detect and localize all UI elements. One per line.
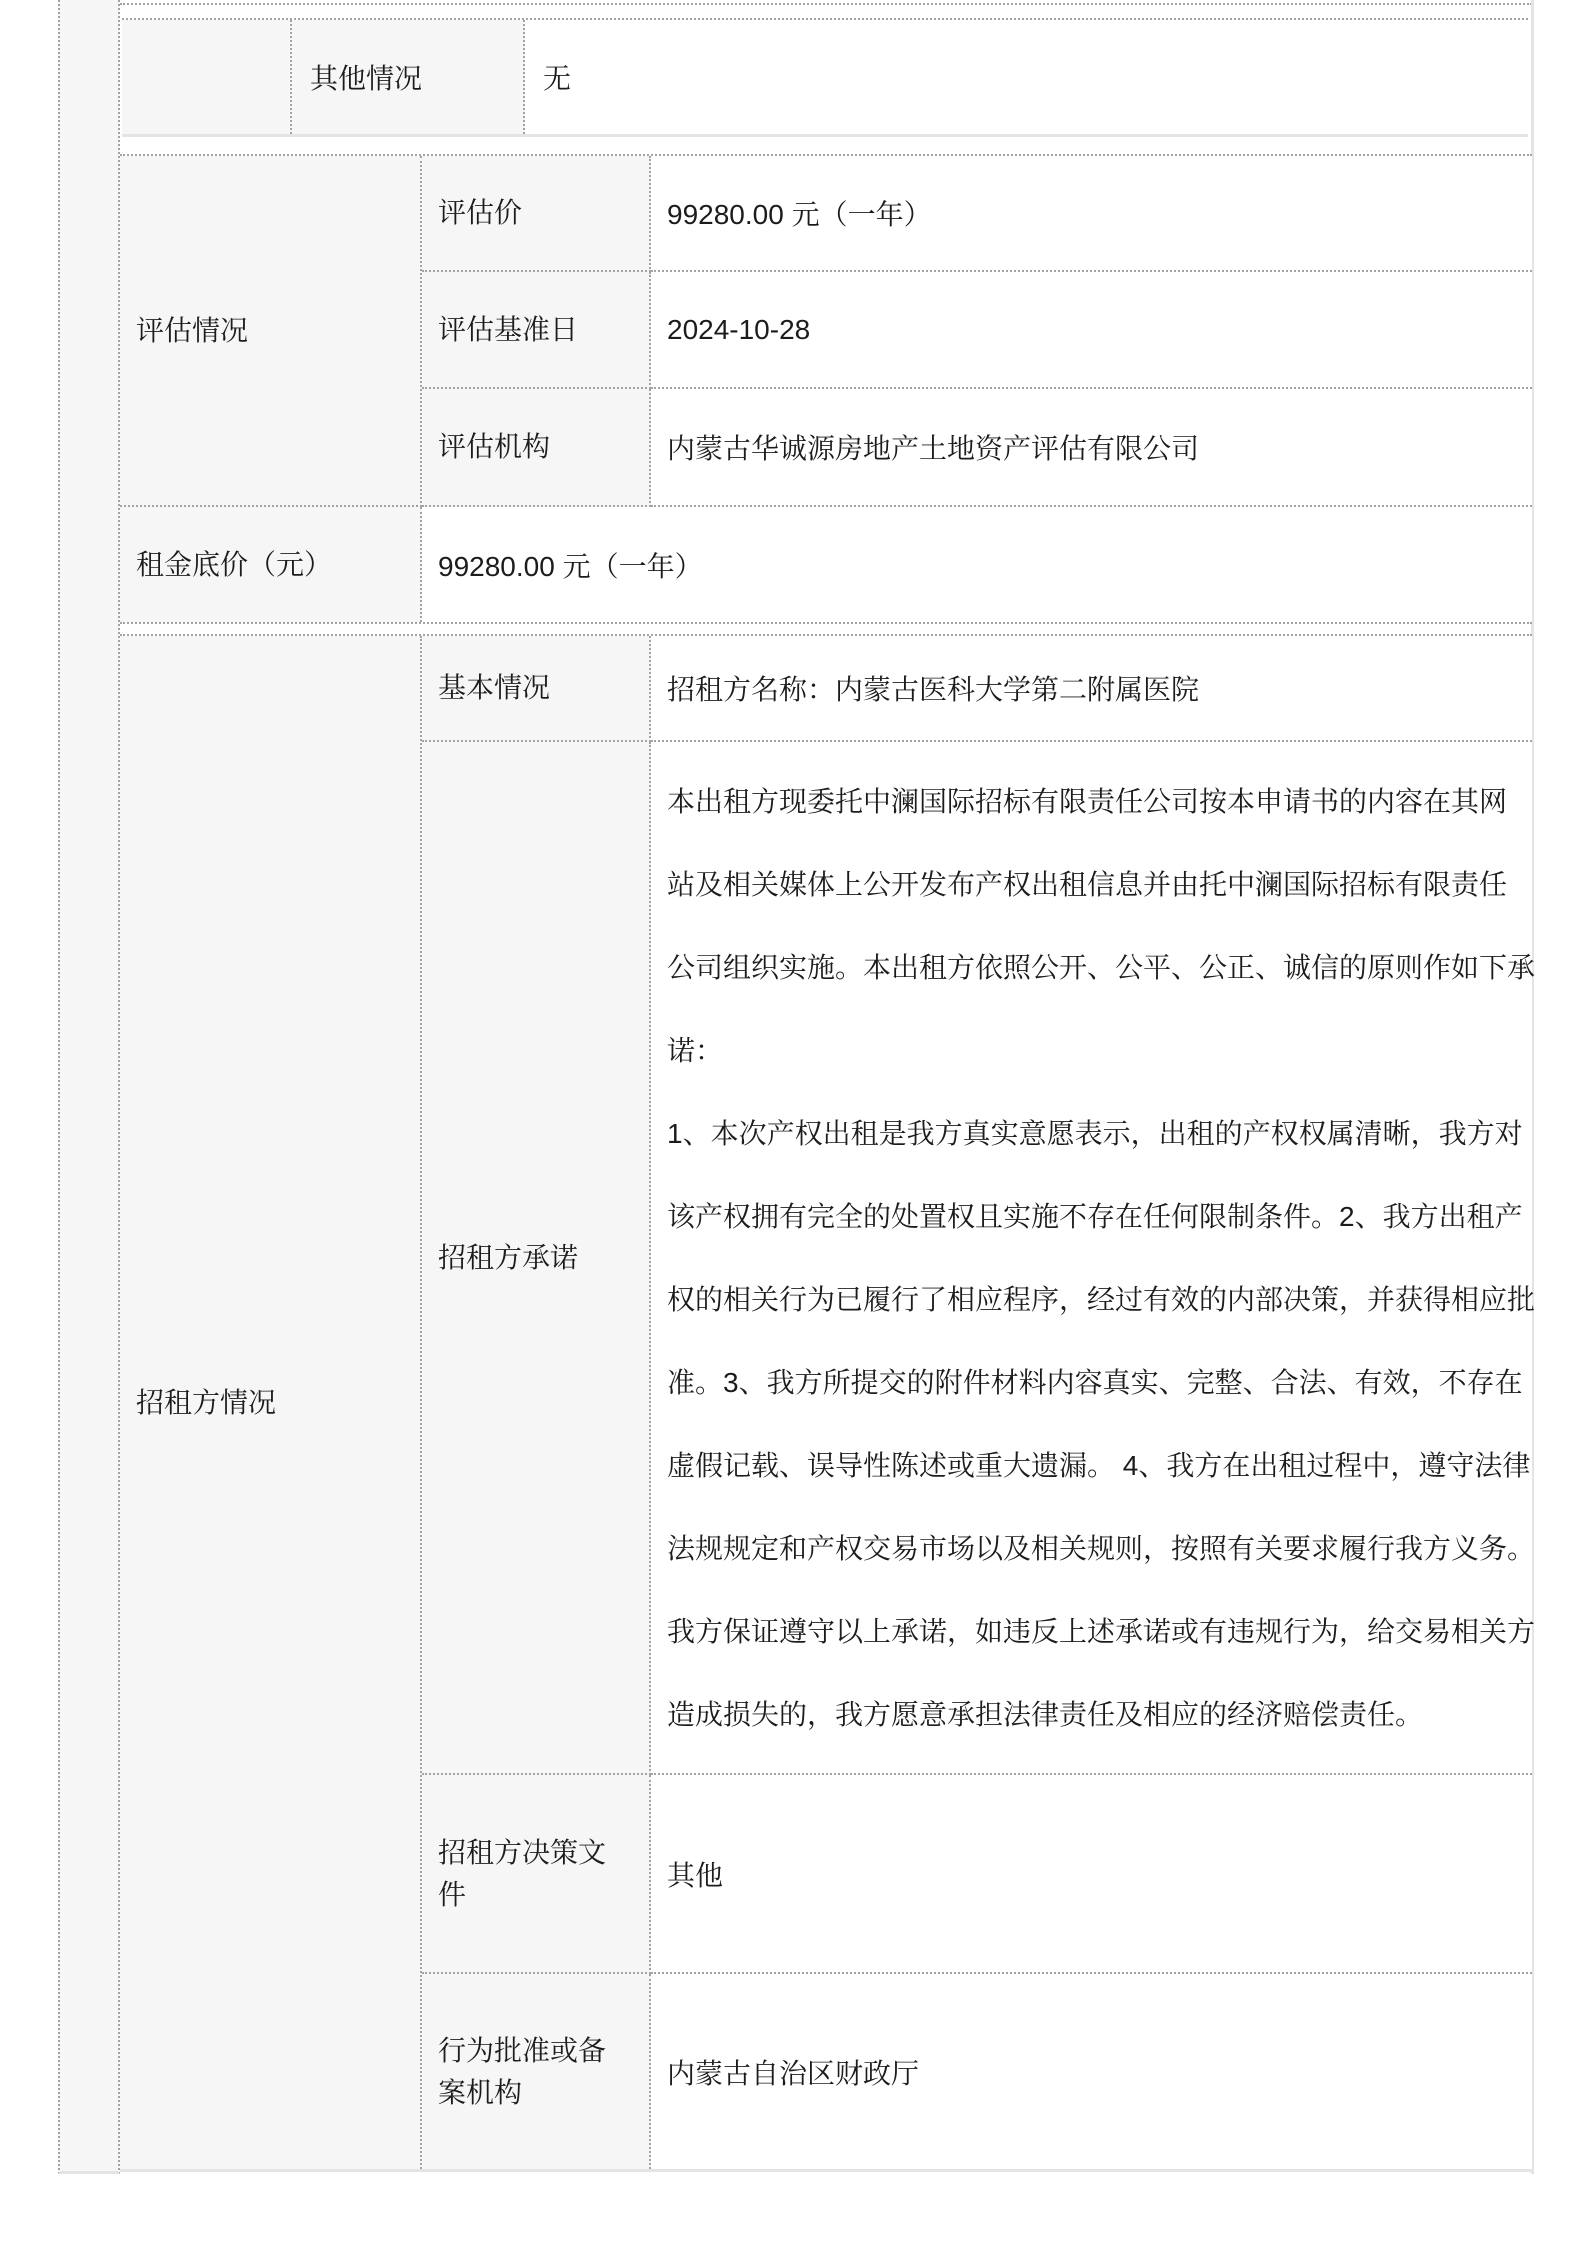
lessor-commitment-label: 招租方承诺: [422, 742, 651, 1775]
evaluation-table: [120, 154, 1532, 624]
rent-floor-label: 租金底价（元）: [120, 507, 422, 622]
commitment-line: 准。3、我方所提交的附件材料内容真实、完整、合法、有效，不存在: [667, 1366, 1523, 1398]
rent-floor-value: 99280.00 元（一年）: [422, 507, 1532, 622]
lessor-commitment-text: [651, 742, 1536, 1775]
lessor-approval-value: 内蒙古自治区财政厅: [651, 1974, 1532, 2169]
eval-base-date-value: 2024-10-28: [651, 272, 1532, 389]
commitment-line: 本出租方现委托中澜国际招标有限责任公司按本申请书的内容在其网: [667, 785, 1508, 817]
lessor-approval-label: 行为批准或备案机构: [422, 1974, 651, 2169]
other-info-row: [122, 18, 1528, 137]
previous-section-top-border: [120, 3, 1532, 5]
commitment-line: 公司组织实施。本出租方依照公开、公平、公正、诚信的原则作如下承: [667, 951, 1536, 983]
commitment-line: 诺：: [667, 1034, 724, 1066]
lessor-decision-label: 招租方决策文件: [422, 1775, 651, 1974]
eval-price-label: 评估价: [422, 156, 651, 272]
evaluation-section-label: 评估情况: [120, 156, 422, 507]
eval-price-value: 99280.00 元（一年）: [651, 156, 1532, 272]
commitment-line: 站及相关媒体上公开发布产权出租信息并由托中澜国际招标有限责任: [667, 868, 1508, 900]
eval-agency-value: 内蒙古华诚源房地产土地资产评估有限公司: [651, 389, 1532, 507]
eval-base-date-label: 评估基准日: [422, 272, 651, 389]
left-gutter-column: [58, 0, 120, 2174]
other-info-spacer-cell: [122, 20, 292, 134]
commitment-line: 我方保证遵守以上承诺，如违反上述承诺或有违规行为，给交易相关方: [667, 1615, 1536, 1647]
lessor-basic-label: 基本情况: [422, 636, 651, 742]
lessor-basic-value: 招租方名称：内蒙古医科大学第二附属医院: [651, 636, 1532, 742]
lessor-table: [120, 634, 1536, 2172]
commitment-line: 法规规定和产权交易市场以及相关规则，按照有关要求履行我方义务。: [667, 1532, 1536, 1564]
commitment-line: 该产权拥有完全的处置权且实施不存在任何限制条件。2、我方出租产: [667, 1200, 1523, 1232]
commitment-line: 虚假记载、误导性陈述或重大遗漏。 4、我方在出租过程中，遵守法律: [667, 1449, 1531, 1481]
commitment-line: 权的相关行为已履行了相应程序，经过有效的内部决策，并获得相应批: [667, 1283, 1536, 1315]
other-info-value: 无: [525, 20, 1528, 134]
eval-agency-label: 评估机构: [422, 389, 651, 507]
commitment-line: 1、本次产权出租是我方真实意愿表示，出租的产权权属清晰，我方对: [667, 1117, 1523, 1149]
commitment-line: 造成损失的，我方愿意承担法律责任及相应的经济赔偿责任。: [667, 1698, 1424, 1730]
lessor-section-label: 招租方情况: [120, 636, 422, 2169]
lessor-decision-value: 其他: [651, 1775, 1532, 1974]
other-info-label: 其他情况: [292, 20, 525, 134]
